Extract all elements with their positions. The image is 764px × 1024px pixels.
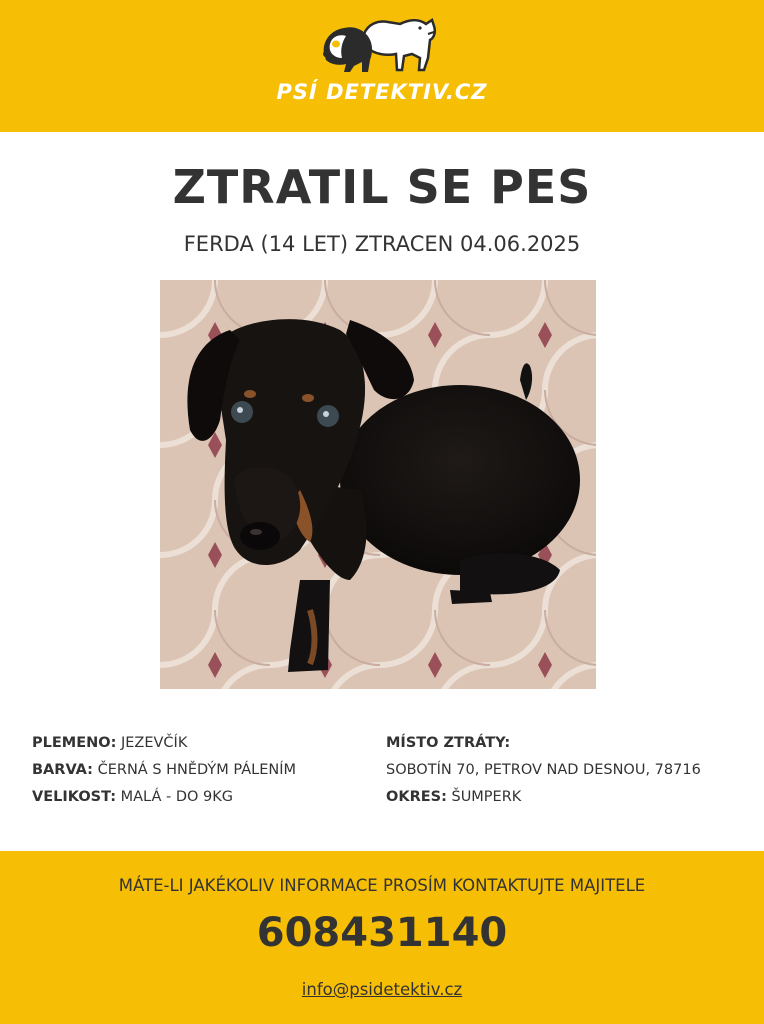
size-label: VELIKOST:: [32, 789, 117, 805]
breed-label: PLEMENO:: [32, 735, 117, 751]
size-row: [32, 784, 296, 811]
breed-value: JEZEVČÍK: [120, 735, 188, 751]
details-left: [32, 730, 296, 811]
page-title: ZTRATIL SE PES: [172, 160, 592, 214]
location-value: SOBOTÍN 70, PETROV NAD DESNOU, 78716: [386, 762, 701, 778]
size-value: MALÁ - DO 9KG: [120, 789, 233, 805]
details-right: [386, 730, 701, 811]
two-dogs-logo-icon: [316, 14, 440, 76]
dog-name-and-date: FERDA (14 LET) ZTRACEN 04.06.2025: [183, 232, 581, 256]
brand-name: PSÍ DETEKTIV.CZ: [276, 80, 488, 104]
district-value: ŠUMPERK: [451, 789, 522, 805]
dog-photo: [160, 280, 596, 689]
location-row: [386, 757, 701, 784]
location-label-row: [386, 730, 701, 757]
contact-instruction: MÁTE-LI JAKÉKOLIV INFORMACE PROSÍM KONTAKTUJTE MAJITELE: [118, 876, 646, 895]
color-row: [32, 757, 296, 784]
district-label: OKRES:: [386, 789, 447, 805]
location-label: MÍSTO ZTRÁTY:: [386, 735, 511, 751]
email-link[interactable]: info@psidetektiv.cz: [301, 980, 463, 999]
phone-number[interactable]: 608431140: [256, 910, 508, 956]
header-banner: [0, 0, 764, 132]
color-label: BARVA:: [32, 762, 93, 778]
breed-row: [32, 730, 296, 757]
district-row: [386, 784, 701, 811]
color-value: ČERNÁ S HNĚDÝM PÁLENÍM: [97, 762, 296, 778]
